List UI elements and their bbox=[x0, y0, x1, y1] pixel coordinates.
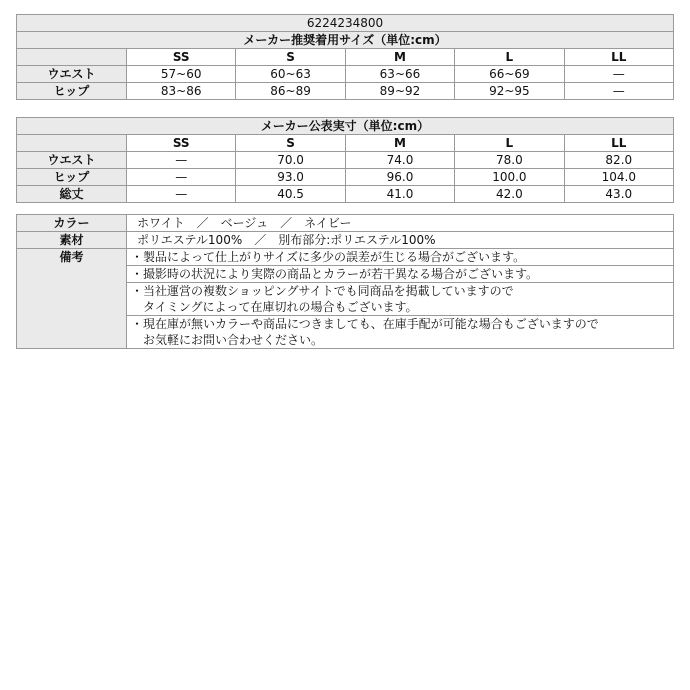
table-cell: 83~86 bbox=[127, 83, 236, 100]
table-cell: 93.0 bbox=[236, 169, 345, 186]
table-row bbox=[17, 215, 674, 232]
table-cell: 89~92 bbox=[345, 83, 454, 100]
table-row bbox=[17, 152, 674, 169]
table-cell: 104.0 bbox=[564, 169, 673, 186]
table-cell: 92~95 bbox=[455, 83, 564, 100]
table-row bbox=[17, 186, 674, 203]
product-info-table bbox=[16, 214, 674, 349]
color-label: カラー bbox=[17, 215, 127, 232]
recommended-table-title: メーカー推奨着用サイズ（単位:cm） bbox=[17, 32, 674, 49]
remark-item bbox=[127, 266, 674, 283]
recommended-size-table bbox=[16, 14, 674, 100]
table-cell: 82.0 bbox=[564, 152, 673, 169]
table-cell: — bbox=[127, 186, 236, 203]
remark-line: ・撮影時の状況により実際の商品とカラーが若干異なる場合がございます。 bbox=[131, 267, 539, 281]
row-label-waist: ウエスト bbox=[17, 66, 127, 83]
table-cell: 63~66 bbox=[345, 66, 454, 83]
table-row bbox=[17, 83, 674, 100]
size-header: L bbox=[455, 49, 564, 66]
row-label-hip: ヒップ bbox=[17, 169, 127, 186]
actual-table-title: メーカー公表実寸（単位:cm） bbox=[17, 118, 674, 135]
table-cell: 96.0 bbox=[345, 169, 454, 186]
table-cell: — bbox=[564, 83, 673, 100]
size-header: SS bbox=[127, 135, 236, 152]
corner-cell bbox=[17, 135, 127, 152]
remark-line: ・製品によって仕上がりサイズに多少の誤差が生じる場合がございます。 bbox=[131, 250, 526, 264]
table-cell: 86~89 bbox=[236, 83, 345, 100]
remark-line: ・当社運営の複数ショッピングサイトでも同商品を掲載していますので bbox=[131, 284, 514, 298]
corner-cell bbox=[17, 49, 127, 66]
table-cell: 41.0 bbox=[345, 186, 454, 203]
row-label-length: 総丈 bbox=[17, 186, 127, 203]
table-cell: 42.0 bbox=[455, 186, 564, 203]
size-header: S bbox=[236, 49, 345, 66]
table-cell: 40.5 bbox=[236, 186, 345, 203]
table-cell: 100.0 bbox=[455, 169, 564, 186]
remark-item bbox=[127, 249, 674, 266]
material-label: 素材 bbox=[17, 232, 127, 249]
product-code: 6224234800 bbox=[17, 15, 674, 32]
material-value: ポリエステル100% ／ 別布部分:ポリエステル100% bbox=[127, 232, 674, 249]
remarks-label: 備考 bbox=[17, 249, 127, 349]
table-cell: — bbox=[564, 66, 673, 83]
table-cell: 74.0 bbox=[345, 152, 454, 169]
table-row bbox=[17, 249, 674, 266]
table-cell: 43.0 bbox=[564, 186, 673, 203]
remark-item bbox=[127, 316, 674, 349]
size-header: M bbox=[345, 135, 454, 152]
table-cell: 78.0 bbox=[455, 152, 564, 169]
color-value: ホワイト ／ ベージュ ／ ネイビー bbox=[127, 215, 674, 232]
table-cell: 70.0 bbox=[236, 152, 345, 169]
table-row bbox=[17, 169, 674, 186]
remark-line: ・現在庫が無いカラーや商品につきましても、在庫手配が可能な場合もございますので bbox=[131, 317, 599, 331]
size-header: L bbox=[455, 135, 564, 152]
table-cell: — bbox=[127, 169, 236, 186]
size-header: S bbox=[236, 135, 345, 152]
actual-size-table bbox=[16, 117, 674, 203]
table-cell: 57~60 bbox=[127, 66, 236, 83]
table-row bbox=[17, 66, 674, 83]
remark-item bbox=[127, 283, 674, 316]
table-cell: 60~63 bbox=[236, 66, 345, 83]
table-cell: 66~69 bbox=[455, 66, 564, 83]
size-header: M bbox=[345, 49, 454, 66]
remark-line: お気軽にお問い合わせください。 bbox=[131, 333, 324, 347]
table-row bbox=[17, 232, 674, 249]
row-label-waist: ウエスト bbox=[17, 152, 127, 169]
size-header: LL bbox=[564, 135, 673, 152]
remark-line: タイミングによって在庫切れの場合もございます。 bbox=[131, 300, 418, 314]
table-cell: — bbox=[127, 152, 236, 169]
size-header: SS bbox=[127, 49, 236, 66]
row-label-hip: ヒップ bbox=[17, 83, 127, 100]
size-header: LL bbox=[564, 49, 673, 66]
